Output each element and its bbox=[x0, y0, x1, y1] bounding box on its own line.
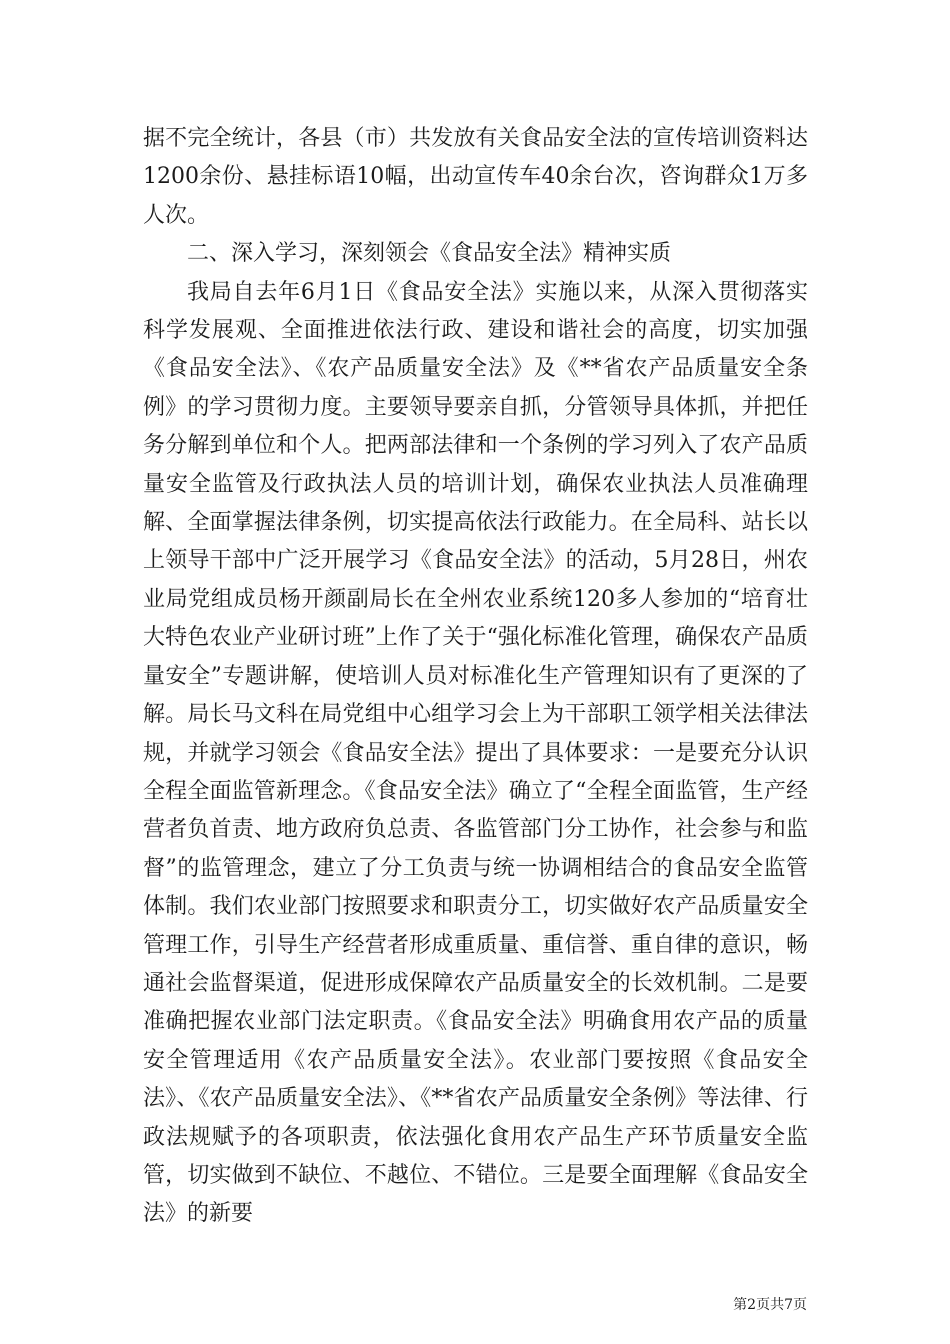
page-number-footer: 第2页共7页 bbox=[733, 1297, 807, 1313]
document-body bbox=[143, 120, 808, 1234]
section-heading: 二、深入学习，深刻领会《食品安全法》精神实质 bbox=[187, 241, 672, 267]
paragraph-continuation: 据不完全统计，各县（市）共发放有关食品安全法的宣传培训资料达1200余份、悬挂标语10幅，出动宣传车40余台次，咨询群众1万多人次。 bbox=[143, 126, 808, 228]
body-paragraph: 我局自去年6月1日《食品安全法》实施以来，从深入贯彻落实科学发展观、全面推进依法行政、建设和谐社会的高度，切实加强《食品安全法》、《农产品质量安全法》及《**省农产品质量安全条例》的学习贯彻力度。主要领导要亲自抓，分管领导具体抓，并把任务分解到单位和个人。把两部法律和一个条例的学习列入了农产品质量安全监管及行政执法人员的培训计划，确保农业执法人员准确理解、全面掌握法律条例，切实提高依法行政能力。在全局科、站长以上领导干部中广泛开展学习《食品安全法》的活动，5月28日，州农业局党组成员杨开颜副局长在全州农业系统120多人参加的“培育壮大特色农业产业研讨班”上作了关于“强化标准化管理，确保农产品质量安全”专题讲解，使培训人员对标准化生产管理知识有了更深的了解。局长马文科在局党组中心组学习会上为干部职工领学相关法律法规，并就学习领会《食品安全法》提出了具体要求：一是要充分认识全程全面监管新理念。《食品安全法》确立了“全程全面监管，生产经营者负首责、地方政府负总责、各监管部门分工协作，社会参与和监督”的监管理念，建立了分工负责与统一协调相结合的食品安全监管体制。我们农业部门按照要求和职责分工，切实做好农产品质量安全管理工作，引导生产经营者形成重质量、重信誉、重自律的意识，畅通社会监督渠道，促进形成保障农产品质量安全的长效机制。二是要准确把握农业部门法定职责。《食品安全法》明确食用农产品的质量安全管理适用《农产品质量安全法》。农业部门要按照《食品安全法》、《农产品质量安全法》、《**省农产品质量安全条例》等法律、行政法规赋予的各项职责，依法强化食用农产品生产环节质量安全监管，切实做到不缺位、不越位、不错位。三是要全面理解《食品安全法》的新要 bbox=[143, 279, 808, 1227]
